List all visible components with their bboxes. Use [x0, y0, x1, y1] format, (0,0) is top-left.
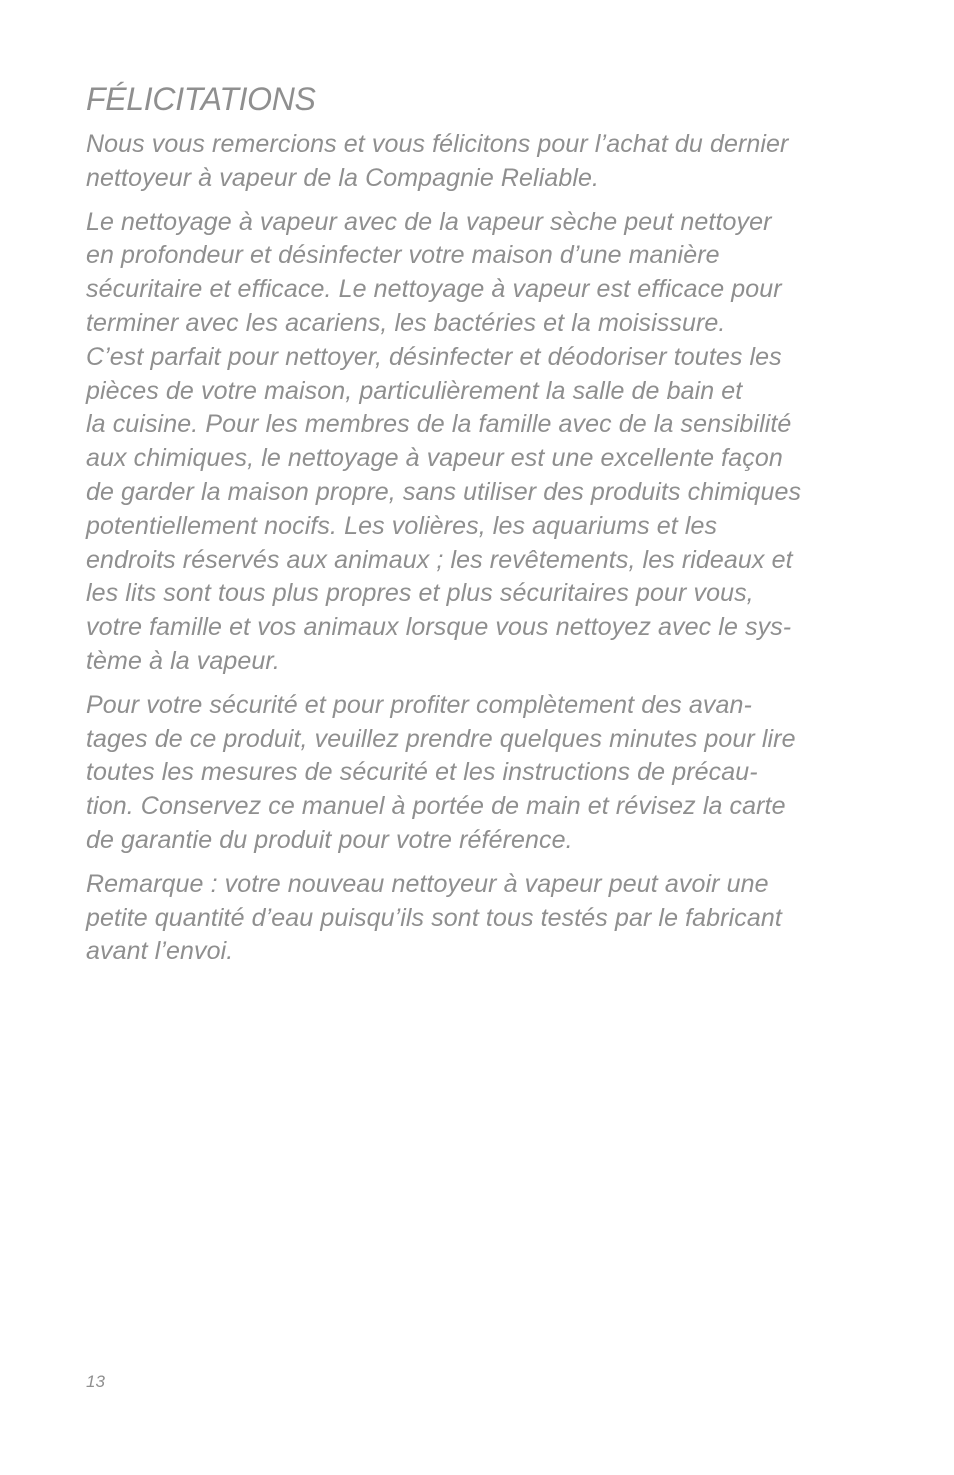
text-line: tion. Conservez ce manuel à portée de main et révisez la carte — [86, 792, 786, 821]
text-line: potentiellement nocifs. Les volières, les aquariums et les — [86, 511, 718, 540]
page-number: 13 — [86, 1372, 105, 1391]
text-line: toutes les mesures de sécurité et les instructions de précau- — [86, 758, 758, 787]
text-line: sécuritaire et efficace. Le nettoyage à vapeur est efficace pour — [86, 275, 782, 304]
text-line: nettoyeur à vapeur de la Compagnie Reliable. — [86, 163, 600, 192]
document-page — [86, 78, 876, 979]
text-line: tages de ce produit, veuillez prendre quelques minutes pour lire — [86, 724, 796, 753]
text-line: endroits réservés aux animaux ; les revêtements, les rideaux et — [86, 545, 793, 574]
text-line: Nous vous remercions et vous félicitons pour l’achat du dernier — [86, 130, 789, 158]
text-line: Le nettoyage à vapeur avec de la vapeur sèche peut nettoyer — [86, 207, 772, 236]
text-line: de garantie du produit pour votre référence. — [86, 825, 573, 854]
text-line: tème à la vapeur. — [86, 646, 280, 675]
text-line: aux chimiques, le nettoyage à vapeur est une excellente façon — [86, 444, 783, 473]
paragraph-safety — [86, 689, 876, 858]
text-line: Pour votre sécurité et pour profiter complètement des avan- — [86, 690, 752, 719]
text-line: petite quantité d’eau puisqu’ils sont tous testés par le fabricant — [86, 903, 782, 932]
text-line: la cuisine. Pour les membres de la famille avec de la sensibilité — [86, 410, 792, 439]
paragraph-benefits — [86, 206, 876, 679]
text-line: Remarque : votre nouveau nettoyeur à vapeur peut avoir une — [86, 869, 769, 898]
paragraph-intro — [86, 128, 876, 196]
text-line: avant l’envoi. — [86, 937, 234, 966]
text-line: votre famille et vos animaux lorsque vous nettoyez avec le sys- — [86, 613, 792, 642]
page-title: FÉLICITATIONS — [86, 81, 316, 117]
text-line: terminer avec les acariens, les bactéries et la moisissure. — [86, 308, 726, 337]
text-line: de garder la maison propre, sans utiliser des produits chimiques — [86, 477, 802, 506]
paragraph-note — [86, 868, 876, 969]
text-line: en profondeur et désinfecter votre maison d’une manière — [86, 241, 720, 270]
text-line: C’est parfait pour nettoyer, désinfecter et déodoriser toutes les — [86, 342, 782, 371]
text-line: pièces de votre maison, particulièrement la salle de bain et — [86, 376, 743, 405]
text-line: les lits sont tous plus propres et plus sécuritaires pour vous, — [86, 579, 754, 608]
